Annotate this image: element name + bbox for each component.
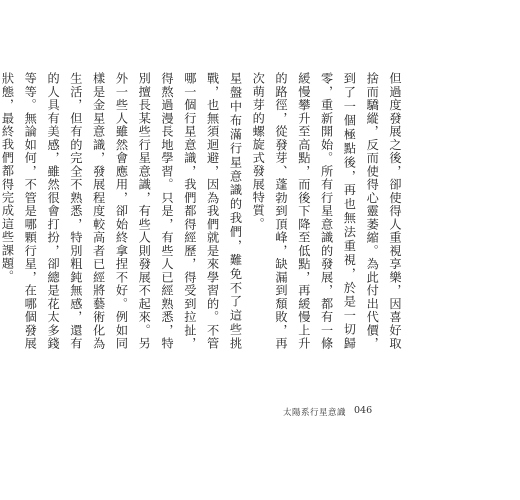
paragraph-2: 星盤中布滿行星意識的我們，難免不了這些挑戰，也無須迴避，因為我們就是來學習的。不管哪一個行星意識，我們都得經歷，得受到拉扯，得熬過漫長地學習。只是，有些人已經熟悉，特別擅長某些行星意識，有些人則發展不起來。另外一些人雖然會應用，卻始終拿捏不好。例如同樣是金星意識，發展程度較高者已經將藝術化為生活，但有的完全不熟悉，特別粗鈍無感，還有的人具有美感，雖然很會打扮，卻總是花太多錢等等。無論如何，不管是哪顆行星，在哪個發展狀態，最終我們都得完成這些課題。 bbox=[0, 72, 243, 350]
page-footer bbox=[0, 404, 520, 420]
running-title: 太陽系行星意識 bbox=[283, 408, 347, 418]
page-number: 046 bbox=[354, 405, 373, 416]
body-text bbox=[0, 72, 406, 350]
paragraph-1: 但過度發展之後，卻使得人重視享樂，因喜好取捨而驕縱，反而使得心靈萎縮。為此付出代價，到了一個極點後，再也無法重視，於是一切歸零，重新開始。所有行星意識的發展，都有一條緩慢攀升至高點，而後下降至低點，再緩慢上升的路徑，從發芽、蓬勃到頂峰，缺漏到頹敗，再次萌芽的螺旋式發展特質。 bbox=[251, 72, 402, 350]
